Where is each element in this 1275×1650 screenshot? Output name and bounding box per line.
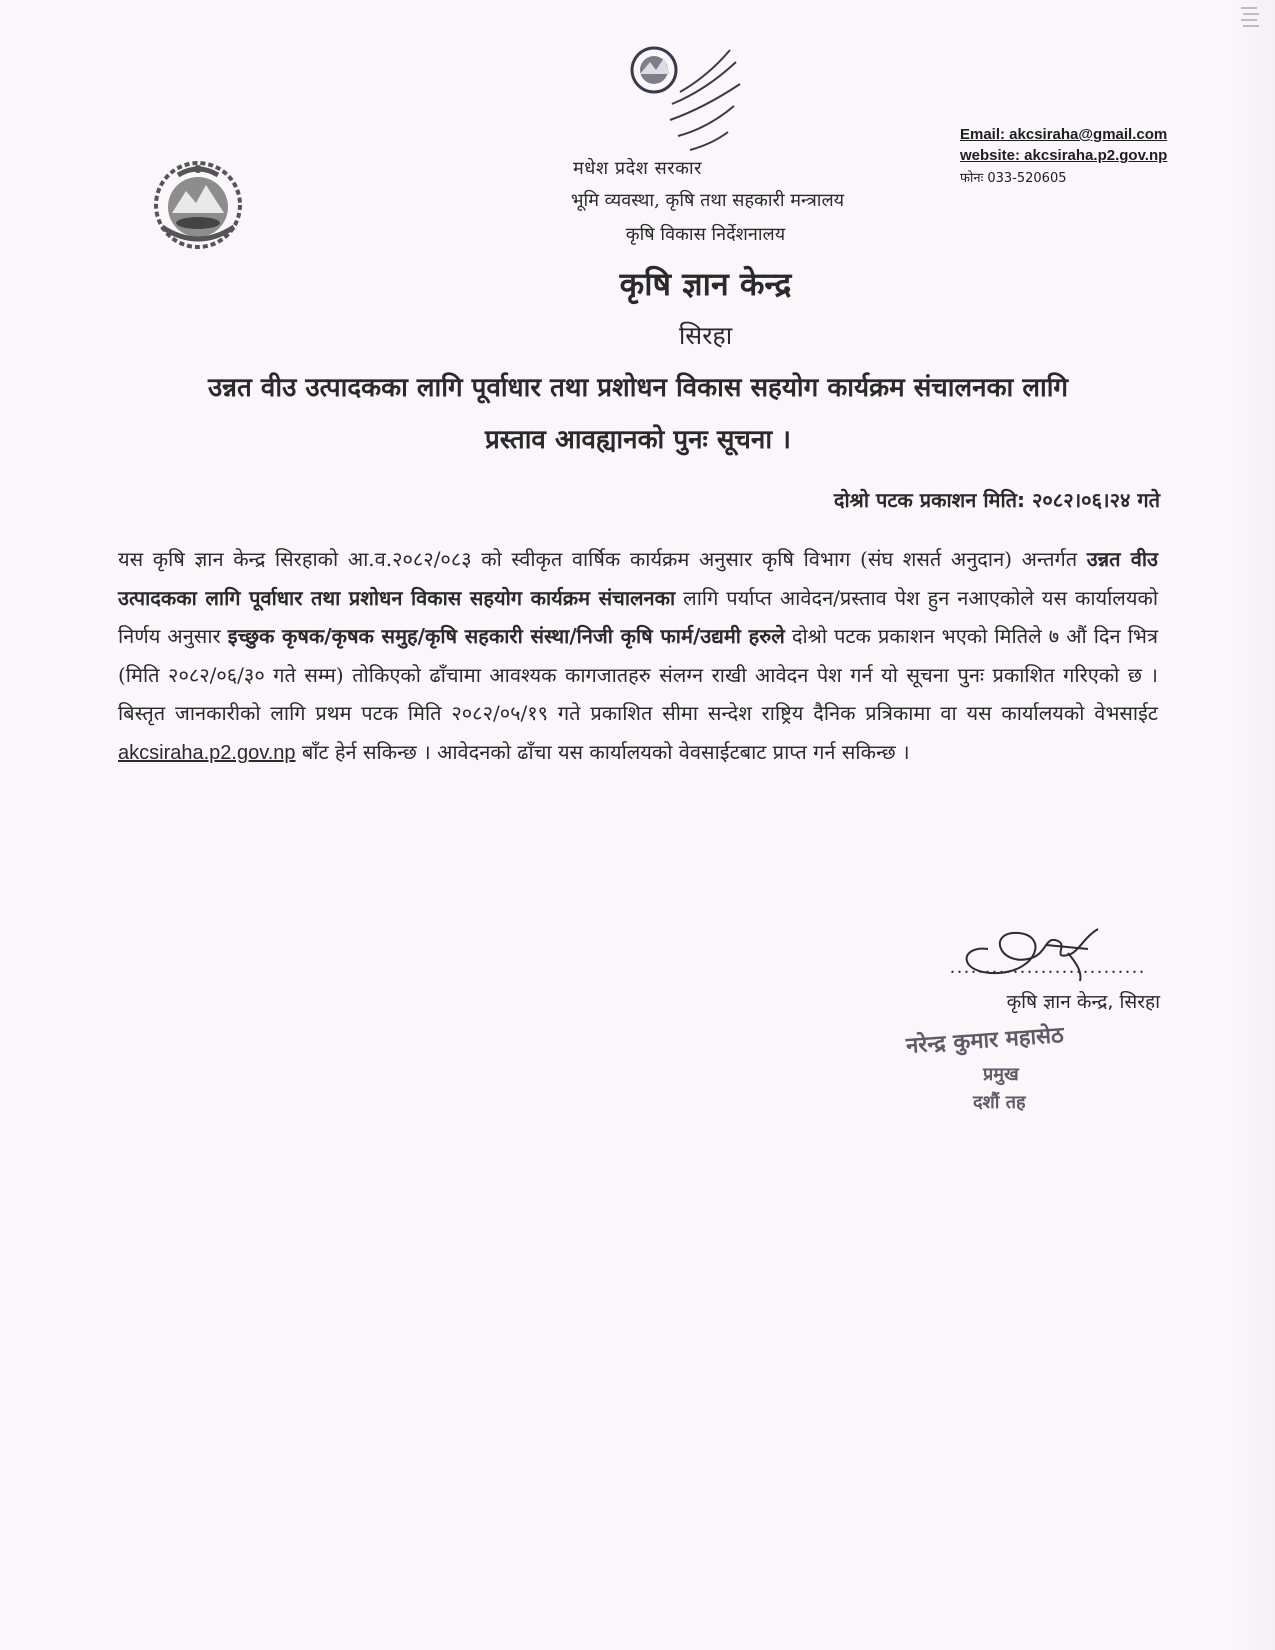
signatory-title: प्रमुख	[983, 1064, 1019, 1085]
subject-line-1: उन्नत वीउ उत्पादकका लागि पूर्वाधार तथा प्रशोधन विकास सहयोग कार्यक्रम संचालनका लागि	[207, 373, 1069, 403]
office-seal-icon	[612, 40, 762, 160]
notice-body	[118, 540, 1158, 772]
subject-line-2: प्रस्ताव आवह्यानको पुनः सूचना ।	[484, 425, 792, 455]
email-text: Email: akcsiraha@gmail.com	[960, 126, 1168, 143]
body-part-5: दोश्रो पटक प्रकाशन भएको मितिले ७ औं दिन भित्र (मिति २०८२/०६/३० गते सम्म) तोकिएको ढाँचामा आवश्यक कागजातहरु संलग्न राखी आवेदन पेश गर्न यो सूचना पुनः प्रकाशित गरिएको छ । बिस्तृत जानकारीको लागि प्रथम पटक मिति २०८२/०५/१९ गते प्रकाशित सीमा सन्देश राष्ट्रिय दैनिक प्रत्रिकामा वा यस कार्यालयको वेभसाईट	[118, 624, 1158, 725]
body-applicants: इच्छुक कृषक/कृषक समुह/कृषि सहकारी संस्था/निजी कृषि फार्म/उद्यमी हरुले	[227, 624, 785, 648]
notice-subject	[118, 362, 1158, 466]
signature-line: ............................	[950, 956, 1146, 978]
website-link[interactable]: akcsiraha.p2.gov.np	[118, 741, 296, 764]
body-part-3: लागि पर्याप्त आवेदन/प्रस्ताव पेश हुन नआएकोले यस कार्यालयको निर्णय अनुसार	[118, 585, 1158, 648]
scan-edge	[1235, 0, 1275, 1650]
office-name: कृषि ज्ञान केन्द्र	[619, 265, 792, 303]
ministry-name: भूमि व्यवस्था, कृषि तथा सहकारी मन्त्रालय	[570, 190, 845, 211]
district-name: सिरहा	[678, 321, 733, 350]
signatory-stamp	[905, 1022, 1135, 1120]
directorate-name: कृषि विकास निर्देशनालय	[625, 224, 786, 245]
body-program-name: उन्नत वीउ उत्पादकका लागि पूर्वाधार तथा प्रशोधन विकास सहयोग कार्यक्रम संचालनका	[118, 547, 1158, 610]
government-name: मधेश प्रदेश सरकार	[573, 158, 702, 179]
body-part-6: बाँट हेर्न सकिन्छ । आवेदनको ढाँचा यस कार्यालयको वेवसाईटबाट प्राप्त गर्न सकिन्छ ।	[295, 739, 910, 764]
body-part-1: यस कृषि ज्ञान केन्द्र सिरहाको आ.व.२०८२/०८३ को स्वीकृत वार्षिक कार्यक्रम अनुसार कृषि विभाग (संघ शसर्त अनुदान) अन्तर्गत	[118, 547, 1087, 571]
signatory-name: नरेन्द्र कुमार महासेठ	[905, 1022, 1065, 1059]
scan-corner-mark	[1239, 6, 1261, 40]
signatory-office: कृषि ज्ञान केन्द्र, सिरहा	[1006, 991, 1160, 1013]
website-text: website: akcsiraha.p2.gov.np	[960, 147, 1168, 164]
signatory-level: दशौं तह	[973, 1092, 1026, 1113]
phone-text: फोनः 033-520605	[960, 171, 1067, 186]
publication-date: दोश्रो पटक प्रकाशन मिति: २०८२।०६।२४ गते	[833, 488, 1160, 512]
